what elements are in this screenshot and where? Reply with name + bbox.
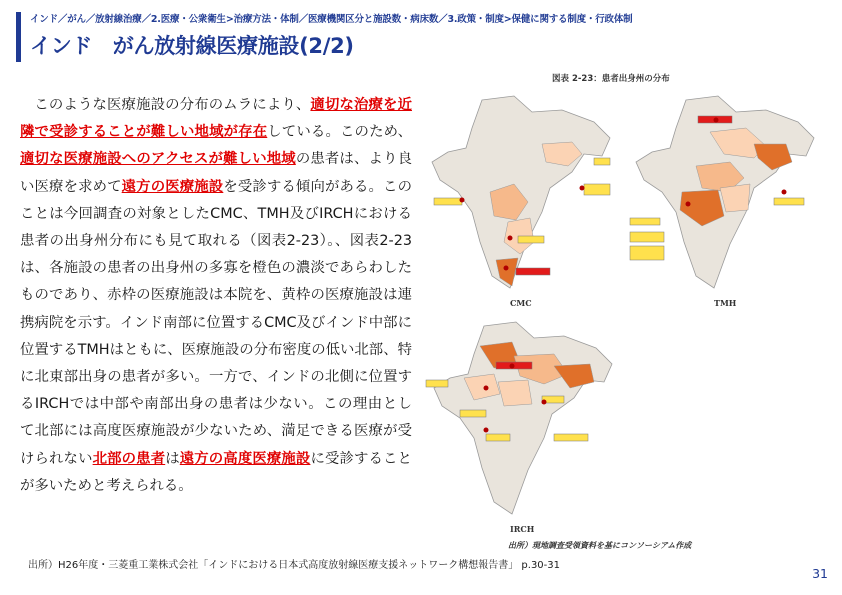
- map-irch: [424, 318, 620, 534]
- page-number: 31: [812, 566, 828, 581]
- body-text-segment: に受診することが多いためと考えられる。: [20, 450, 412, 494]
- body-text-segment: は: [165, 450, 180, 467]
- body-text-segment: このような医療施設の分布のムラにより、: [34, 97, 311, 113]
- highlighted-phrase: 適切な治療を近隣で受診することが難しい地域が存在: [20, 97, 412, 141]
- body-paragraph: [20, 92, 412, 500]
- figure-caption: 図表 2-23：患者出身州の分布: [552, 74, 670, 84]
- map-label-tmh: TMH: [714, 298, 737, 308]
- highlighted-phrase: 適切な医療施設へのアクセスが難しい地域: [20, 151, 296, 168]
- map-label-irch: IRCH: [510, 524, 535, 534]
- body-text-segment: の患者は、より良い医療を求めて: [20, 151, 412, 195]
- map-tmh: [626, 92, 822, 308]
- figure-source-note: 出所）現地調査受領資料を基にコンソーシアム作成: [508, 541, 692, 550]
- source-note: 出所）H26年度・三菱重工業株式会社「インドにおける日本式高度放射線医療支援ネットワーク構想報告書」 p.30-31: [28, 560, 561, 571]
- map-label-cmc: CMC: [510, 298, 532, 308]
- highlighted-phrase: 北部の患者: [92, 450, 166, 467]
- highlighted-phrase: 遠方の医療施設: [121, 178, 224, 195]
- highlighted-phrase: 遠方の高度医療施設: [179, 450, 311, 467]
- figure-patient-origin-maps: [420, 66, 828, 556]
- breadcrumb: インド／がん／放射線治療／2.医療・公衆衛生>治療方法・体制／医療機関区分と施設数・病床数／3.政策・制度>保健に関する制度・行政体制: [30, 14, 633, 25]
- map-cmc: [422, 92, 618, 308]
- body-text-segment: している。このため、: [267, 124, 412, 141]
- title-accent-bar: [16, 12, 21, 62]
- body-text-segment: を受診する傾向がある。このことは今回調査の対象としたCMC、TMH及びIRCHにおける患者の出身州分布にも見て取れる（図表2-23）。、図表2-23は、各施設の患者の出身州の多寡を橙色の濃淡であらわしたものであり、赤枠の医療施設は本院を、黄枠の医療施設は連携病院を示す。インド南部に位置するCMC及びインド中部に位置するTMHはともに、医療施設の分布密度の低い北部、特に北東部出身の患者が多い。一方で、インドの北側に位置するIRCHでは中部や南部出身の患者は少ない。この理由として北部には高度医療施設が少ないため、満足できる医療が受けられない: [20, 178, 412, 467]
- page-title: インド がん放射線医療施設(2/2): [30, 34, 354, 58]
